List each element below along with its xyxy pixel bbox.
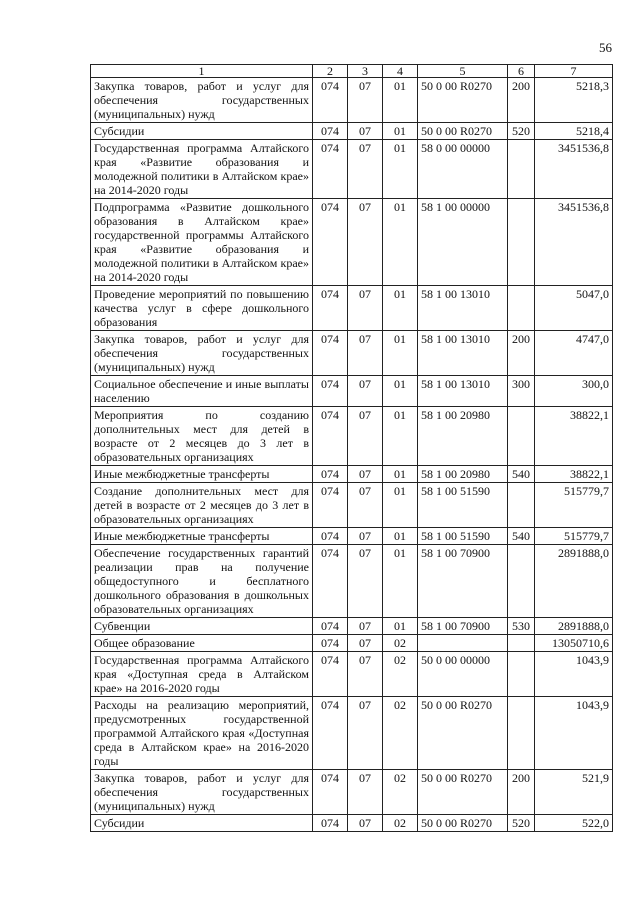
ministry-code-cell: 074 xyxy=(313,635,348,652)
ministry-code-cell: 074 xyxy=(313,286,348,331)
section-code-cell: 07 xyxy=(348,652,383,697)
subsection-code-cell: 01 xyxy=(383,376,418,407)
expense-type-cell: 300 xyxy=(508,376,535,407)
ministry-code-cell: 074 xyxy=(313,376,348,407)
amount-cell: 38822,1 xyxy=(535,466,613,483)
expense-type-cell xyxy=(508,140,535,199)
section-code-cell: 07 xyxy=(348,407,383,466)
page-number: 56 xyxy=(599,40,612,55)
expense-type-cell xyxy=(508,545,535,618)
subsection-code-cell: 01 xyxy=(383,331,418,376)
table-row xyxy=(91,78,613,123)
amount-cell: 2891888,0 xyxy=(535,618,613,635)
ministry-code-cell: 074 xyxy=(313,78,348,123)
item-name-cell: Закупка товаров, работ и услуг для обеспечения государственных (муниципальных) нужд xyxy=(91,78,313,123)
expense-type-cell: 540 xyxy=(508,466,535,483)
section-code-cell: 07 xyxy=(348,697,383,770)
table-row xyxy=(91,618,613,635)
item-name-cell: Иные межбюджетные трансферты xyxy=(91,466,313,483)
header-cell: 4 xyxy=(383,65,418,78)
expense-type-cell xyxy=(508,652,535,697)
section-code-cell: 07 xyxy=(348,376,383,407)
target-article-cell: 58 1 00 51590 xyxy=(418,483,508,528)
amount-cell: 5047,0 xyxy=(535,286,613,331)
item-name-cell: Субвенции xyxy=(91,618,313,635)
item-name-cell: Субсидии xyxy=(91,123,313,140)
table-row xyxy=(91,697,613,770)
ministry-code-cell: 074 xyxy=(313,618,348,635)
header-cell: 6 xyxy=(508,65,535,78)
target-article-cell: 58 1 00 20980 xyxy=(418,466,508,483)
item-name-cell: Обеспечение государственных гарантий реализации прав на получение общедоступного и бесплатного дошкольного образования в дошкольных образовательных организациях xyxy=(91,545,313,618)
target-article-cell: 58 1 00 00000 xyxy=(418,199,508,286)
subsection-code-cell: 01 xyxy=(383,199,418,286)
ministry-code-cell: 074 xyxy=(313,652,348,697)
amount-cell: 5218,4 xyxy=(535,123,613,140)
item-name-cell: Подпрограмма «Развитие дошкольного образования в Алтайском крае» государственной программы Алтайского края «Развитие образования и молодежной политики в Алтайском крае» на 2014-2020 годы xyxy=(91,199,313,286)
section-code-cell: 07 xyxy=(348,635,383,652)
expense-type-cell: 200 xyxy=(508,770,535,815)
expense-type-cell xyxy=(508,286,535,331)
ministry-code-cell: 074 xyxy=(313,528,348,545)
ministry-code-cell: 074 xyxy=(313,466,348,483)
item-name-cell: Расходы на реализацию мероприятий, предусмотренных государственной программой Алтайского края «Доступная среда в Алтайском крае» на 2016-2020 годы xyxy=(91,697,313,770)
section-code-cell: 07 xyxy=(348,466,383,483)
expense-type-cell: 530 xyxy=(508,618,535,635)
target-article-cell: 50 0 00 R0270 xyxy=(418,770,508,815)
amount-cell: 3451536,8 xyxy=(535,140,613,199)
expense-type-cell xyxy=(508,199,535,286)
table-row xyxy=(91,466,613,483)
table-row xyxy=(91,331,613,376)
subsection-code-cell: 01 xyxy=(383,123,418,140)
target-article-cell: 50 0 00 00000 xyxy=(418,652,508,697)
amount-cell: 38822,1 xyxy=(535,407,613,466)
ministry-code-cell: 074 xyxy=(313,483,348,528)
item-name-cell: Закупка товаров, работ и услуг для обеспечения государственных (муниципальных) нужд xyxy=(91,331,313,376)
table-row xyxy=(91,123,613,140)
ministry-code-cell: 074 xyxy=(313,140,348,199)
table-row xyxy=(91,528,613,545)
subsection-code-cell: 01 xyxy=(383,286,418,331)
section-code-cell: 07 xyxy=(348,199,383,286)
expense-type-cell xyxy=(508,635,535,652)
table-row xyxy=(91,545,613,618)
table-row xyxy=(91,483,613,528)
expense-type-cell xyxy=(508,697,535,770)
amount-cell: 13050710,6 xyxy=(535,635,613,652)
table-row xyxy=(91,407,613,466)
target-article-cell: 58 1 00 70900 xyxy=(418,545,508,618)
table-row xyxy=(91,635,613,652)
amount-cell: 1043,9 xyxy=(535,697,613,770)
item-name-cell: Государственная программа Алтайского края «Развитие образования и молодежной политики в Алтайском крае» на 2014-2020 годы xyxy=(91,140,313,199)
ministry-code-cell: 074 xyxy=(313,123,348,140)
item-name-cell: Проведение мероприятий по повышению качества услуг в сфере дошкольного образования xyxy=(91,286,313,331)
expense-type-cell: 200 xyxy=(508,331,535,376)
target-article-cell: 58 1 00 13010 xyxy=(418,331,508,376)
item-name-cell: Иные межбюджетные трансферты xyxy=(91,528,313,545)
subsection-code-cell: 02 xyxy=(383,697,418,770)
amount-cell: 5218,3 xyxy=(535,78,613,123)
section-code-cell: 07 xyxy=(348,286,383,331)
header-cell: 7 xyxy=(535,65,613,78)
section-code-cell: 07 xyxy=(348,545,383,618)
table-row xyxy=(91,376,613,407)
amount-cell: 4747,0 xyxy=(535,331,613,376)
header-cell: 2 xyxy=(313,65,348,78)
ministry-code-cell: 074 xyxy=(313,770,348,815)
item-name-cell: Государственная программа Алтайского края «Доступная среда в Алтайском крае» на 2016-2020 годы xyxy=(91,652,313,697)
target-article-cell: 58 0 00 00000 xyxy=(418,140,508,199)
section-code-cell: 07 xyxy=(348,331,383,376)
expense-type-cell: 520 xyxy=(508,815,535,832)
item-name-cell: Закупка товаров, работ и услуг для обеспечения государственных (муниципальных) нужд xyxy=(91,770,313,815)
target-article-cell: 58 1 00 51590 xyxy=(418,528,508,545)
target-article-cell: 50 0 00 R0270 xyxy=(418,78,508,123)
amount-cell: 521,9 xyxy=(535,770,613,815)
expense-type-cell xyxy=(508,483,535,528)
amount-cell: 515779,7 xyxy=(535,528,613,545)
target-article-cell: 58 1 00 13010 xyxy=(418,286,508,331)
expense-type-cell: 540 xyxy=(508,528,535,545)
subsection-code-cell: 01 xyxy=(383,78,418,123)
section-code-cell: 07 xyxy=(348,770,383,815)
budget-table-body xyxy=(91,65,613,832)
section-code-cell: 07 xyxy=(348,618,383,635)
amount-cell: 300,0 xyxy=(535,376,613,407)
ministry-code-cell: 074 xyxy=(313,545,348,618)
item-name-cell: Субсидии xyxy=(91,815,313,832)
subsection-code-cell: 01 xyxy=(383,407,418,466)
section-code-cell: 07 xyxy=(348,528,383,545)
subsection-code-cell: 02 xyxy=(383,770,418,815)
ministry-code-cell: 074 xyxy=(313,697,348,770)
target-article-cell: 50 0 00 R0270 xyxy=(418,697,508,770)
expense-type-cell xyxy=(508,407,535,466)
ministry-code-cell: 074 xyxy=(313,815,348,832)
subsection-code-cell: 01 xyxy=(383,545,418,618)
item-name-cell: Социальное обеспечение и иные выплаты населению xyxy=(91,376,313,407)
section-code-cell: 07 xyxy=(348,78,383,123)
subsection-code-cell: 01 xyxy=(383,528,418,545)
header-cell: 3 xyxy=(348,65,383,78)
header-cell: 1 xyxy=(91,65,313,78)
amount-cell: 3451536,8 xyxy=(535,199,613,286)
section-code-cell: 07 xyxy=(348,123,383,140)
target-article-cell xyxy=(418,635,508,652)
expense-type-cell: 520 xyxy=(508,123,535,140)
header-cell: 5 xyxy=(418,65,508,78)
amount-cell: 2891888,0 xyxy=(535,545,613,618)
ministry-code-cell: 074 xyxy=(313,199,348,286)
table-row xyxy=(91,770,613,815)
subsection-code-cell: 01 xyxy=(383,466,418,483)
section-code-cell: 07 xyxy=(348,483,383,528)
header-row xyxy=(91,65,613,78)
ministry-code-cell: 074 xyxy=(313,331,348,376)
item-name-cell: Мероприятия по созданию дополнительных мест для детей в возрасте от 2 месяцев до 3 лет в образовательных организациях xyxy=(91,407,313,466)
subsection-code-cell: 01 xyxy=(383,483,418,528)
table-row xyxy=(91,815,613,832)
subsection-code-cell: 02 xyxy=(383,652,418,697)
table-row xyxy=(91,652,613,697)
subsection-code-cell: 02 xyxy=(383,815,418,832)
section-code-cell: 07 xyxy=(348,815,383,832)
ministry-code-cell: 074 xyxy=(313,407,348,466)
table-row xyxy=(91,140,613,199)
target-article-cell: 58 1 00 70900 xyxy=(418,618,508,635)
table-row xyxy=(91,199,613,286)
item-name-cell: Создание дополнительных мест для детей в возрасте от 2 месяцев до 3 лет в образовательных организациях xyxy=(91,483,313,528)
subsection-code-cell: 01 xyxy=(383,140,418,199)
amount-cell: 522,0 xyxy=(535,815,613,832)
section-code-cell: 07 xyxy=(348,140,383,199)
amount-cell: 1043,9 xyxy=(535,652,613,697)
target-article-cell: 58 1 00 20980 xyxy=(418,407,508,466)
table-row xyxy=(91,286,613,331)
target-article-cell: 50 0 00 R0270 xyxy=(418,815,508,832)
amount-cell: 515779,7 xyxy=(535,483,613,528)
target-article-cell: 58 1 00 13010 xyxy=(418,376,508,407)
target-article-cell: 50 0 00 R0270 xyxy=(418,123,508,140)
budget-table xyxy=(90,64,613,832)
subsection-code-cell: 01 xyxy=(383,618,418,635)
expense-type-cell: 200 xyxy=(508,78,535,123)
item-name-cell: Общее образование xyxy=(91,635,313,652)
subsection-code-cell: 02 xyxy=(383,635,418,652)
